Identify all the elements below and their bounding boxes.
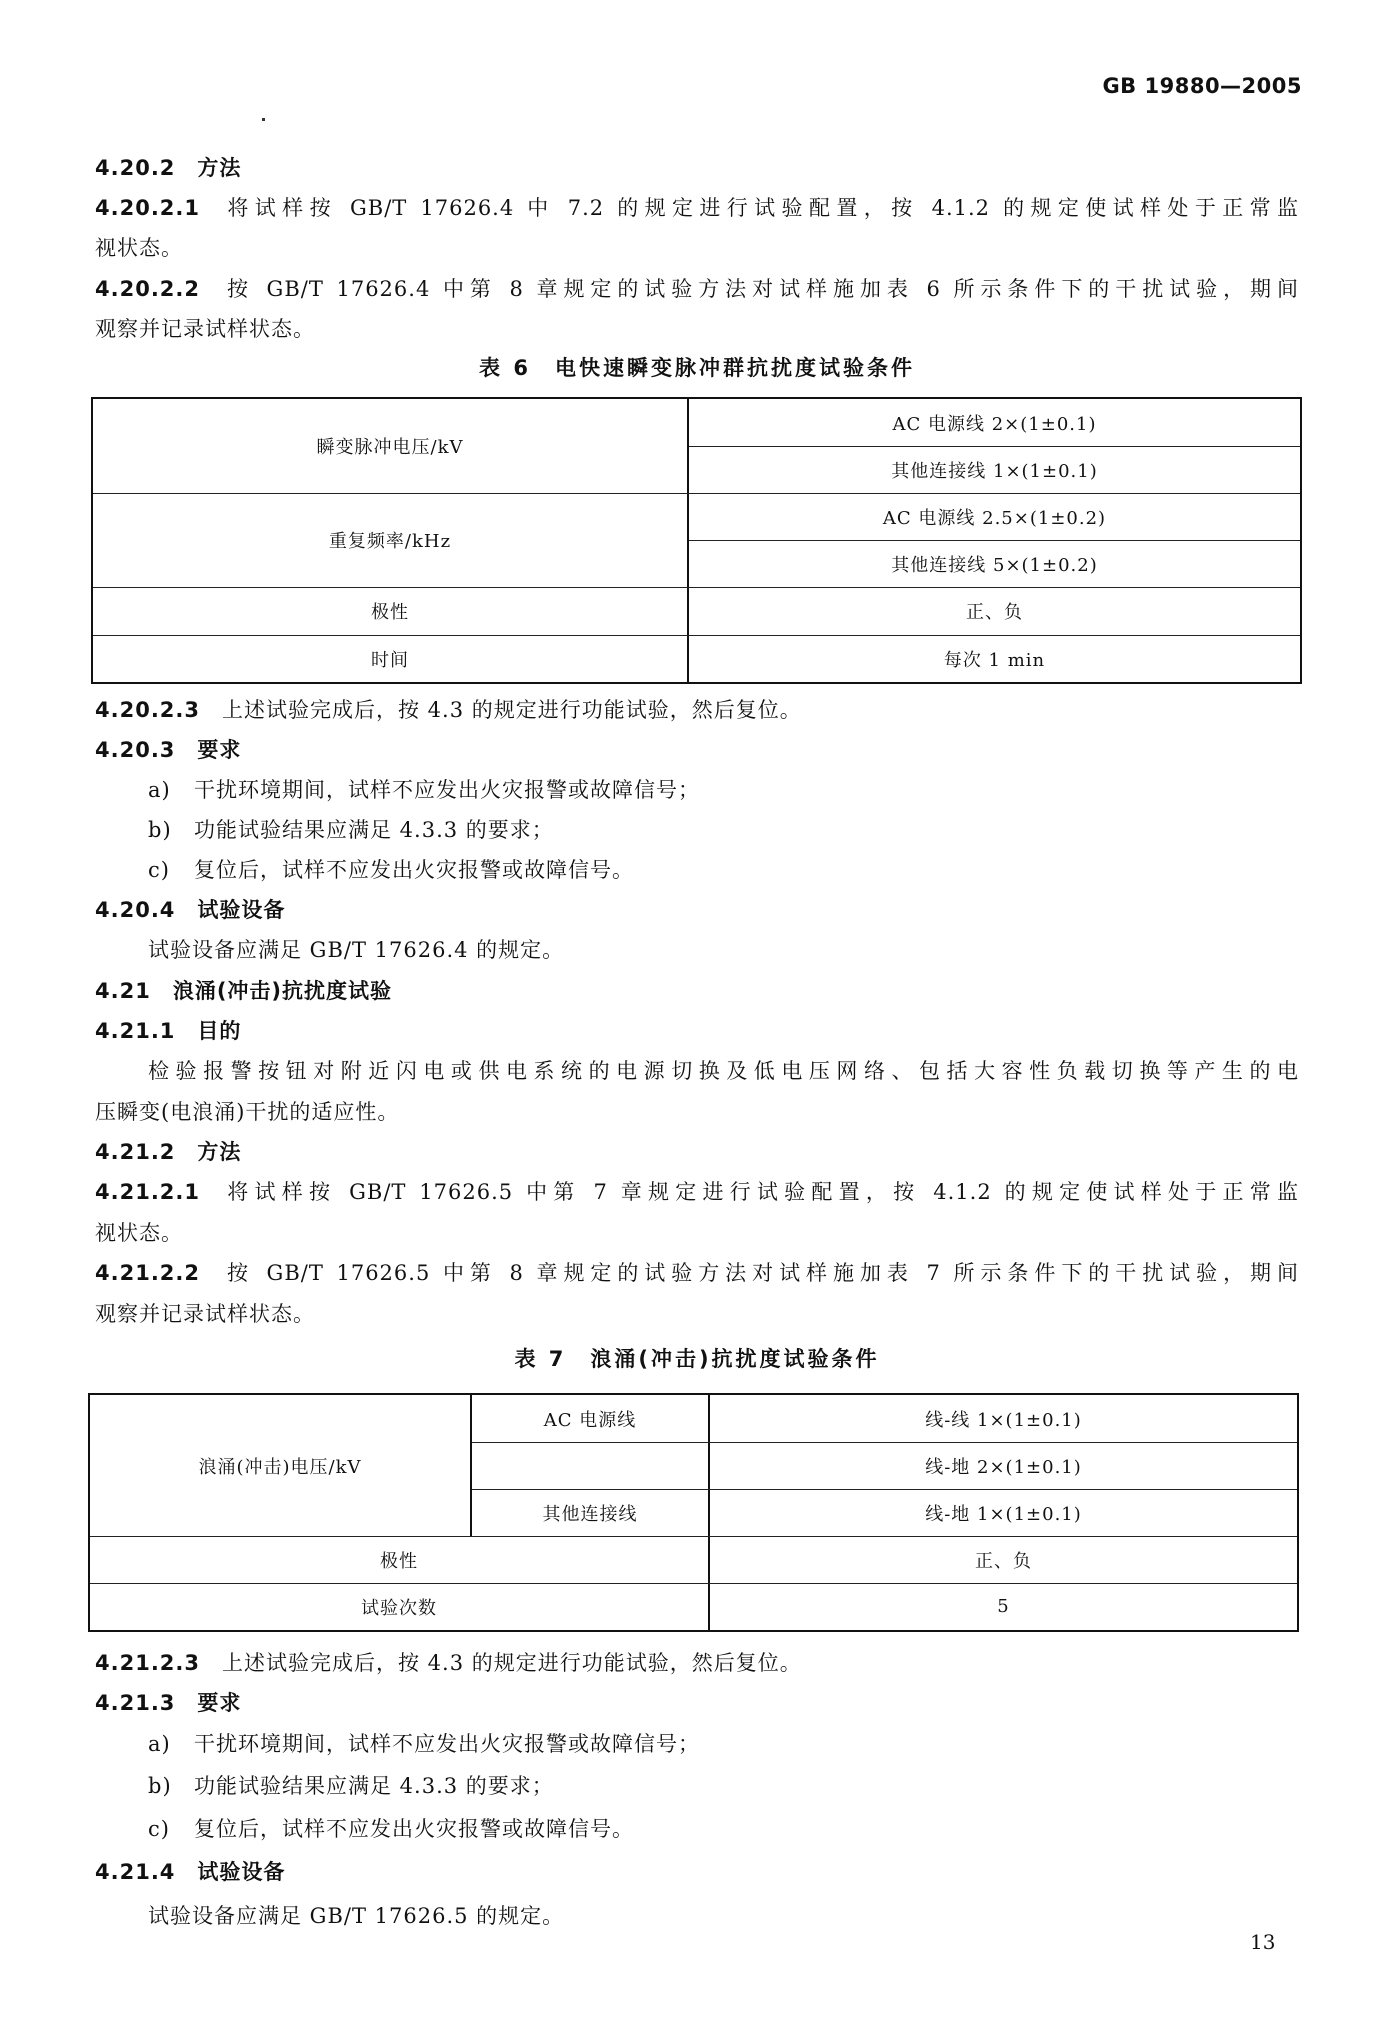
scan-speck	[262, 118, 265, 121]
table-7-title: 表 7 浪涌(冲击)抗扰度试验条件	[514, 1347, 880, 1371]
section-4-21-heading	[95, 971, 392, 1011]
section-title: 要求	[197, 1691, 242, 1715]
para-4-20-4-text: 试验设备应满足 GB/T 17626.4 的规定。	[148, 938, 565, 962]
section-title: 要求	[197, 738, 242, 762]
table-7-param: 浪涌(冲击)电压/kV	[198, 1456, 362, 1478]
para-4-21-2-1-line2: 视状态。	[95, 1221, 183, 1245]
section-number: 4.20.4	[95, 898, 176, 922]
list-item	[148, 1724, 700, 1764]
table-6-value: 正、负	[966, 602, 1023, 623]
list-label: c)	[148, 1817, 170, 1841]
section-title: 试验设备	[197, 1860, 286, 1884]
section-title: 方法	[197, 156, 242, 180]
section-number: 4.21.2	[95, 1140, 176, 1164]
para-4-21-1-line1: 检验报警按钮对附近闪电或供电系统的电源切换及低电压网络、包括大容性负载切换等产生的电	[148, 1059, 1299, 1083]
list-item	[148, 1766, 554, 1806]
table-7-value: 线-地 1×(1±0.1)	[925, 1503, 1082, 1525]
para-text: 按 GB/T 17626.5 中第 8 章规定的试验方法对试样施加表 7 所示条件下的干扰试验，期间	[222, 1261, 1299, 1285]
section-title: 浪涌(冲击)抗扰度试验	[172, 979, 393, 1003]
section-4-21-4-heading	[95, 1852, 285, 1892]
list-label: c)	[148, 858, 170, 882]
para-4-20-2-2-line2: 观察并记录试样状态。	[95, 317, 315, 341]
table-7-value: 线-线 1×(1±0.1)	[925, 1409, 1082, 1431]
para-4-21-2-1-line1	[95, 1172, 1299, 1212]
section-title: 方法	[197, 1140, 242, 1164]
para-4-20-2-3	[95, 690, 802, 730]
list-text: 干扰环境期间，试样不应发出火灾报警或故障信号；	[194, 1732, 700, 1756]
section-title: 试验设备	[197, 898, 286, 922]
para-text: 将试样按 GB/T 17626.4 中 7.2 的规定进行试验配置，按 4.1.2 的规定使试样处于正常监	[222, 196, 1299, 220]
para-4-21-2-3	[95, 1643, 802, 1683]
section-4-20-4-heading	[95, 890, 285, 930]
list-label: b)	[148, 818, 172, 842]
list-item	[148, 810, 554, 850]
table-7-line-type: 其他连接线	[542, 1503, 638, 1525]
table-6-title: 表 6 电快速瞬变脉冲群抗扰度试验条件	[479, 356, 915, 380]
list-text: 干扰环境期间，试样不应发出火灾报警或故障信号；	[194, 778, 700, 802]
table-7-line-type	[472, 1442, 708, 1489]
section-4-21-1-heading	[95, 1011, 241, 1051]
list-label: a)	[148, 778, 171, 802]
section-number: 4.20.3	[95, 738, 176, 762]
para-text: 将试样按 GB/T 17626.5 中第 7 章规定进行试验配置，按 4.1.2 的规定使试样处于正常监	[222, 1180, 1299, 1204]
table-7-param: 极性	[380, 1550, 418, 1572]
list-text: 复位后，试样不应发出火灾报警或故障信号。	[194, 1817, 634, 1841]
section-number: 4.21.4	[95, 1860, 176, 1884]
table-6-value: 每次 1 min	[943, 649, 1046, 671]
list-item	[148, 770, 700, 810]
para-4-21-2-2-line2: 观察并记录试样状态。	[95, 1302, 315, 1326]
section-4-21-2-heading	[95, 1132, 241, 1172]
section-number: 4.21.3	[95, 1691, 176, 1715]
table-6-value: AC 电源线 2×(1±0.1)	[892, 413, 1097, 435]
table-6-value: 其他连接线 5×(1±0.2)	[891, 554, 1098, 576]
para-text: 按 GB/T 17626.4 中第 8 章规定的试验方法对试样施加表 6 所示条件下的干扰试验，期间	[222, 277, 1299, 301]
list-text: 功能试验结果应满足 4.3.3 的要求；	[194, 1774, 554, 1798]
section-4-20-2-heading	[95, 148, 241, 188]
section-4-20-3-heading	[95, 730, 241, 770]
table-7-value: 5	[997, 1596, 1010, 1617]
list-label: a)	[148, 1732, 171, 1756]
table-7-param: 试验次数	[361, 1597, 437, 1619]
para-4-20-2-1-line1	[95, 188, 1299, 228]
section-4-21-3-heading	[95, 1683, 241, 1723]
page-number: 13	[1250, 1930, 1276, 1954]
table-6	[91, 397, 1302, 684]
section-number: 4.21.2.2	[95, 1261, 200, 1285]
table-6-param: 瞬变脉冲电压/kV	[316, 437, 464, 458]
table-6-param: 时间	[371, 649, 409, 671]
document-id: GB 19880—2005	[1102, 74, 1302, 98]
table-7-value: 线-地 2×(1±0.1)	[925, 1456, 1082, 1478]
table-6-value: AC 电源线 2.5×(1±0.2)	[882, 507, 1107, 529]
list-item	[148, 1809, 634, 1849]
para-4-21-4-text: 试验设备应满足 GB/T 17626.5 的规定。	[148, 1904, 565, 1928]
section-number: 4.21	[95, 979, 151, 1003]
para-4-21-2-2-line1	[95, 1253, 1299, 1293]
para-4-20-2-1-line2: 视状态。	[95, 236, 183, 260]
list-item	[148, 850, 634, 890]
table-7	[88, 1393, 1299, 1632]
section-number: 4.21.1	[95, 1019, 176, 1043]
table-7-value: 正、负	[975, 1550, 1032, 1572]
section-number: 4.20.2.1	[95, 196, 200, 220]
table-6-param: 重复频率/kHz	[328, 531, 452, 552]
section-number: 4.20.2	[95, 156, 176, 180]
para-4-20-2-2-line1	[95, 269, 1299, 309]
section-number: 4.21.2.3	[95, 1651, 200, 1675]
para-text: 上述试验完成后，按 4.3 的规定进行功能试验，然后复位。	[222, 698, 802, 722]
para-text: 上述试验完成后，按 4.3 的规定进行功能试验，然后复位。	[222, 1651, 802, 1675]
para-4-21-1-line2: 压瞬变(电浪涌)干扰的适应性。	[95, 1100, 400, 1124]
section-number: 4.21.2.1	[95, 1180, 200, 1204]
list-text: 复位后，试样不应发出火灾报警或故障信号。	[194, 858, 634, 882]
list-label: b)	[148, 1774, 172, 1798]
table-6-value: 其他连接线 1×(1±0.1)	[891, 460, 1098, 482]
table-6-param: 极性	[371, 602, 409, 623]
section-number: 4.20.2.3	[95, 698, 200, 722]
list-text: 功能试验结果应满足 4.3.3 的要求；	[194, 818, 554, 842]
section-title: 目的	[197, 1019, 242, 1043]
table-7-line-type: AC 电源线	[543, 1409, 637, 1431]
section-number: 4.20.2.2	[95, 277, 200, 301]
